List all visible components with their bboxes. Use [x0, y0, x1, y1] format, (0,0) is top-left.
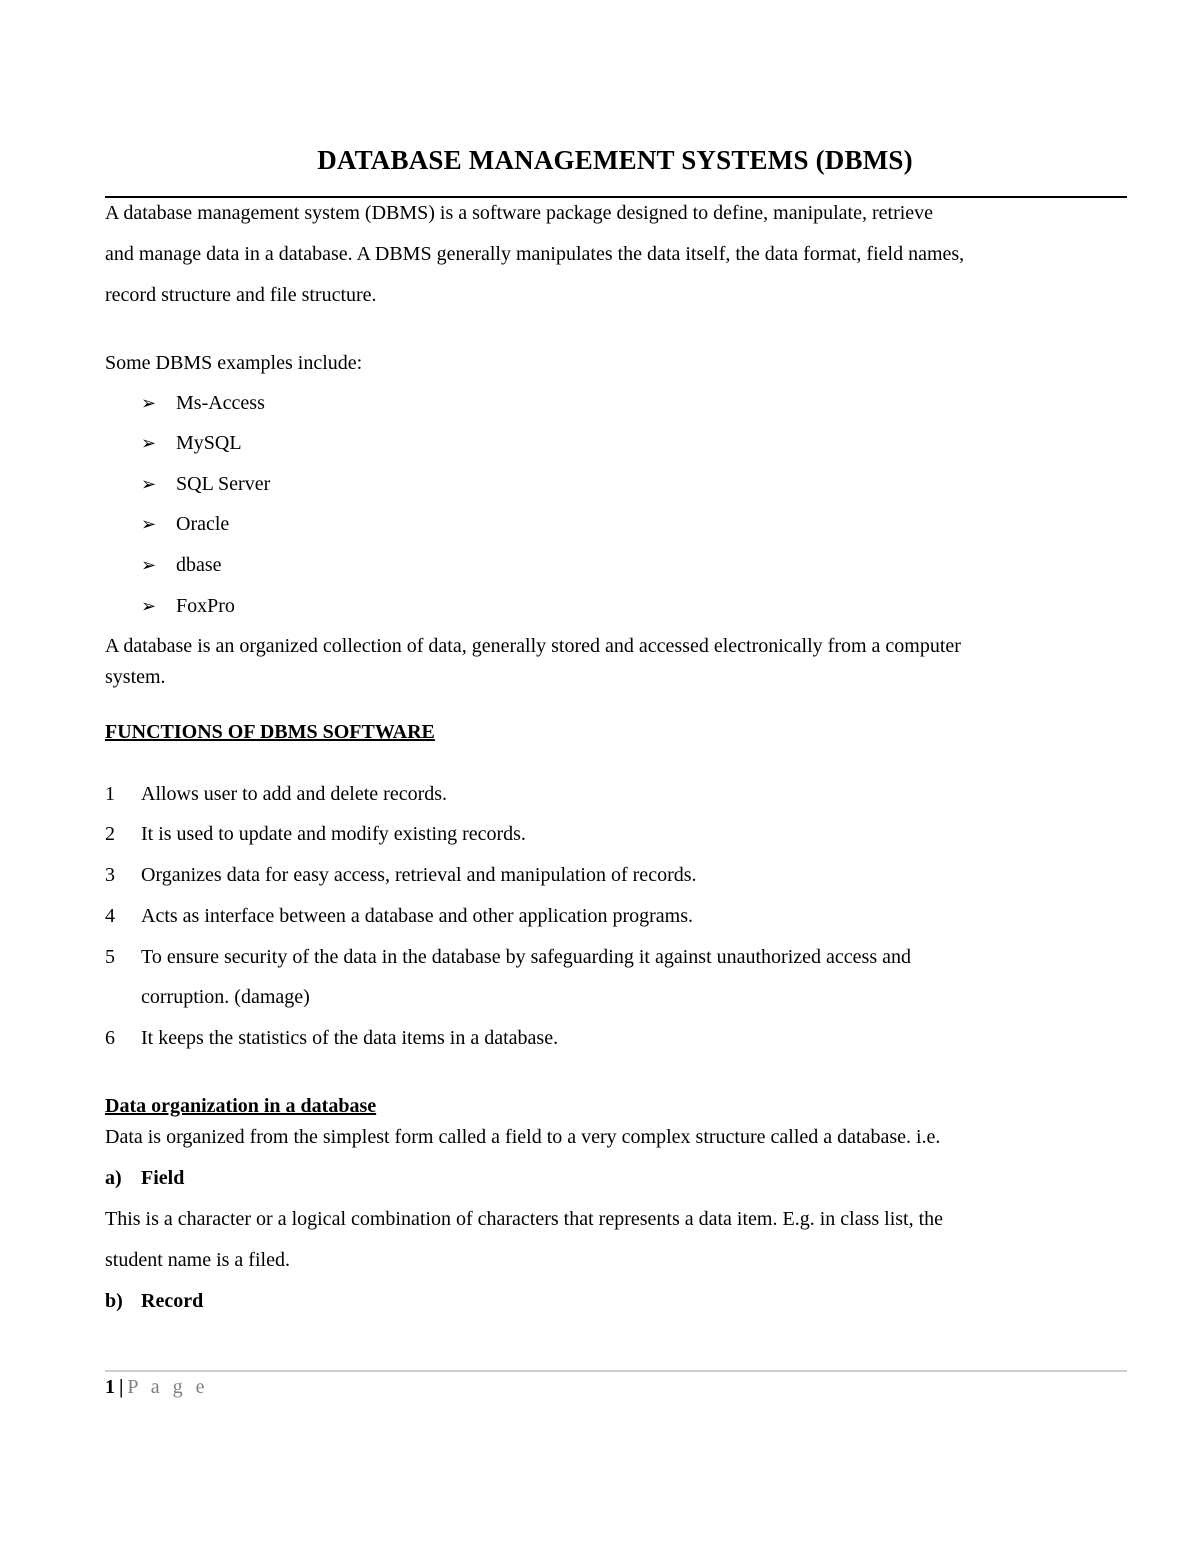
arrow-bullet-icon: ➢ [141, 433, 157, 453]
intro-line-2: and manage data in a database. A DBMS generally manipulates the data itself, the data format, field names, [105, 243, 965, 265]
function-text: Allows user to add and delete records. [141, 783, 448, 805]
function-text: Organizes data for easy access, retrieval and manipulation of records. [141, 864, 697, 886]
intro-line-3: record structure and file structure. [105, 284, 377, 306]
arrow-bullet-icon: ➢ [141, 555, 157, 575]
footer-rule [105, 1370, 1127, 1372]
record-heading: Record [141, 1290, 204, 1312]
list-number: 6 [105, 1027, 115, 1049]
database-definition-line-1: A database is an organized collection of data, generally stored and accessed electronically from a computer [105, 635, 961, 657]
field-marker: a) [105, 1167, 122, 1189]
function-text-continued: corruption. (damage) [141, 986, 310, 1008]
example-label: FoxPro [176, 595, 235, 617]
field-text-line-2: student name is a filed. [105, 1249, 290, 1271]
arrow-bullet-icon: ➢ [141, 393, 157, 413]
list-number: 1 [105, 783, 115, 805]
function-text: To ensure security of the data in the database by safeguarding it against unauthorized access and [141, 946, 911, 968]
example-label: MySQL [176, 432, 242, 454]
title-underline [105, 196, 1127, 198]
list-number: 2 [105, 823, 115, 845]
arrow-bullet-icon: ➢ [141, 596, 157, 616]
page-label: P a g e [127, 1376, 209, 1398]
list-number: 3 [105, 864, 115, 886]
field-text-line-1: This is a character or a logical combination of characters that represents a data item. E.g. in class list, the [105, 1208, 944, 1230]
function-text: It is used to update and modify existing records. [141, 823, 526, 845]
list-number: 4 [105, 905, 115, 927]
example-label: Ms-Access [176, 392, 265, 414]
example-label: SQL Server [176, 473, 271, 495]
intro-line-1: A database management system (DBMS) is a software package designed to define, manipulate, retrieve [105, 202, 934, 224]
list-number: 5 [105, 946, 115, 968]
function-text: Acts as interface between a database and other application programs. [141, 905, 693, 927]
record-marker: b) [105, 1290, 123, 1312]
example-label: dbase [176, 554, 222, 576]
functions-heading: FUNCTIONS OF DBMS SOFTWARE [105, 721, 435, 743]
function-text: It keeps the statistics of the data items in a database. [141, 1027, 559, 1049]
organization-heading: Data organization in a database [105, 1095, 377, 1117]
examples-intro: Some DBMS examples include: [105, 352, 363, 374]
arrow-bullet-icon: ➢ [141, 514, 157, 534]
footer-separator: | [119, 1376, 124, 1398]
organization-text: Data is organized from the simplest form called a field to a very complex structure called a database. i.e. [105, 1126, 941, 1148]
page-footer [105, 1375, 209, 1399]
page-title: DATABASE MANAGEMENT SYSTEMS (DBMS) [317, 145, 913, 175]
field-heading: Field [141, 1167, 185, 1189]
example-label: Oracle [176, 513, 230, 535]
database-definition-line-2: system. [105, 666, 166, 688]
page-number: 1 [105, 1376, 115, 1398]
arrow-bullet-icon: ➢ [141, 474, 157, 494]
